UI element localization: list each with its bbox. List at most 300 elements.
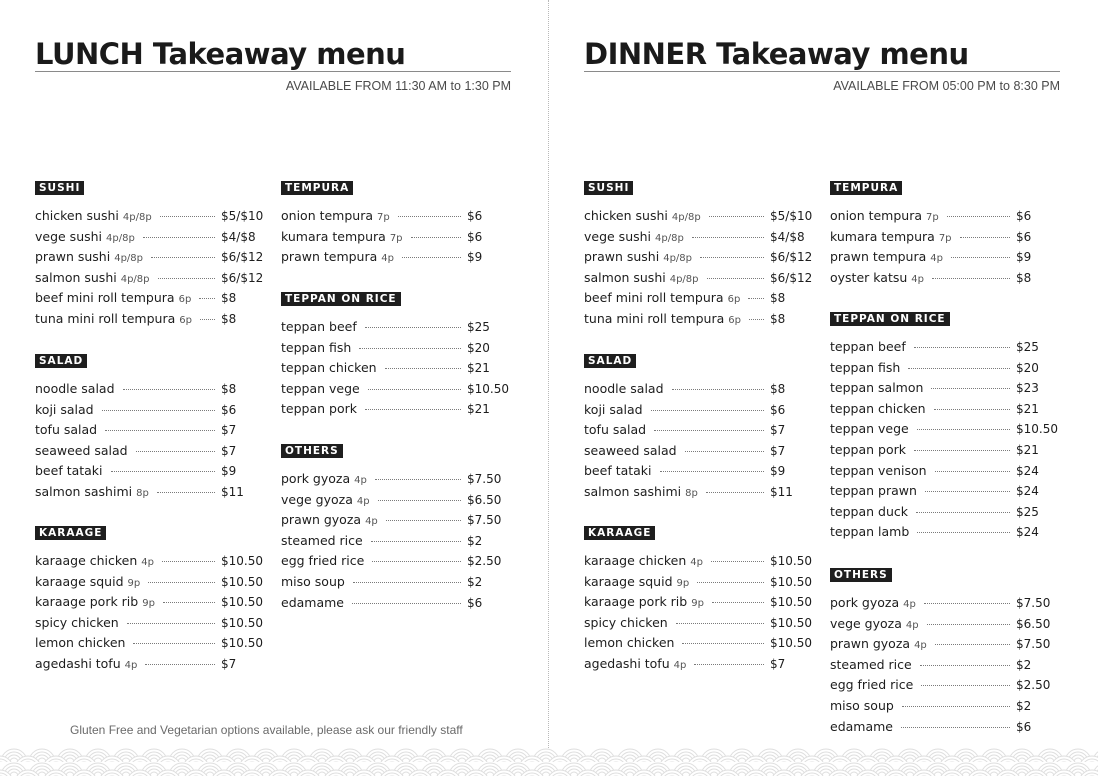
menu-item-row <box>584 443 814 464</box>
menu-item-pieces: 4p <box>365 516 378 528</box>
menu-item-name: koji salad <box>35 401 94 417</box>
menu-item-name: karaage chicken <box>584 553 687 568</box>
menu-item <box>830 524 909 539</box>
menu-item <box>830 380 923 395</box>
dot-leader <box>697 582 764 583</box>
menu-item <box>281 574 345 589</box>
menu-item-name: tofu salad <box>584 422 647 438</box>
dot-leader <box>368 389 461 390</box>
menu-item-price: $8 <box>770 382 786 396</box>
menu-item <box>281 208 390 223</box>
menu-item <box>35 656 137 671</box>
menu-section-tempura <box>830 176 1060 290</box>
dot-leader <box>136 451 215 452</box>
menu-item-pieces: 8p <box>136 487 149 499</box>
menu-item <box>35 594 155 609</box>
menu-item-name: teppan fish <box>830 359 901 375</box>
menu-item <box>35 574 140 589</box>
menu-item-pieces: 4p <box>354 475 367 486</box>
menu-item <box>584 249 692 264</box>
menu-item <box>584 290 740 305</box>
menu-item-row <box>35 463 265 484</box>
menu-item <box>830 483 917 498</box>
menu-item-name: beef tataki <box>35 463 103 479</box>
menu-item-name: koji salad <box>584 401 643 417</box>
menu-item-name: oyster katsu <box>830 269 908 285</box>
menu-item-row <box>281 471 511 492</box>
menu-item <box>584 574 689 589</box>
dot-leader <box>749 319 764 320</box>
menu-item-row <box>35 402 265 423</box>
dot-leader <box>111 471 215 472</box>
menu-item-price: $7.50 <box>467 513 502 528</box>
menu-item-name: tofu salad <box>35 422 98 438</box>
menu-item-price: $10.50 <box>770 554 812 568</box>
menu-item-name: teppan salmon <box>830 380 924 396</box>
menu-item-row <box>830 442 1060 463</box>
menu-item-price: $24 <box>1016 484 1039 499</box>
menu-section-tempura <box>281 176 511 270</box>
dot-leader <box>359 348 461 349</box>
menu-item-price: $7.50 <box>1016 596 1051 610</box>
menu-item-price: $8 <box>221 311 237 326</box>
menu-item-price: $9 <box>1016 250 1032 265</box>
menu-item-pieces: 6p <box>178 294 192 306</box>
hours-to: 1:30 PM <box>464 79 511 93</box>
menu-item <box>281 471 367 486</box>
dot-leader <box>927 624 1010 625</box>
menu-item <box>281 512 378 527</box>
dot-leader <box>158 278 215 279</box>
menu-item-price: $10.50 <box>1016 422 1058 437</box>
menu-item-row <box>830 483 1060 504</box>
menu-item-price: $11 <box>221 484 244 499</box>
menu-item-name: prawn tempura <box>830 249 927 265</box>
menu-item-price: $6 <box>770 402 786 417</box>
menu-item-pieces: 8p <box>685 487 698 499</box>
menu-item <box>281 340 351 355</box>
menu-item-row <box>584 270 814 291</box>
menu-item-pieces: 4p/8p <box>671 212 701 223</box>
menu-item-name: prawn gyoza <box>281 512 362 528</box>
menu-item-name: kumara tempura <box>830 228 935 244</box>
menu-item-price: $5/$10 <box>221 209 264 223</box>
menu-item-row <box>35 574 265 595</box>
menu-item-price: $10.50 <box>221 554 263 568</box>
menu-item-name: egg fried rice <box>281 553 365 569</box>
menu-item-row <box>584 594 814 615</box>
dot-leader <box>920 665 1010 666</box>
dot-leader <box>925 491 1010 492</box>
menu-item-row <box>830 380 1060 401</box>
menu-item-row <box>830 270 1060 291</box>
menu-section-salad <box>35 349 265 505</box>
menu-item-name: teppan duck <box>830 503 908 519</box>
dot-leader <box>386 520 461 521</box>
menu-item-row <box>830 208 1060 229</box>
menu-item-price: $2 <box>467 574 483 589</box>
section-heading: KARAAGE <box>584 526 655 540</box>
menu-section-karaage <box>584 521 814 677</box>
section-heading: OTHERS <box>830 568 892 582</box>
menu-item-price: $10.50 <box>770 574 812 589</box>
menu-item-row <box>281 574 511 595</box>
menu-item-price: $21 <box>1016 442 1039 457</box>
dot-leader <box>682 643 764 644</box>
dot-leader <box>932 278 1010 279</box>
menu-item-row <box>584 311 814 332</box>
menu-item-price: $6/$12 <box>770 270 813 285</box>
dot-leader <box>398 216 461 217</box>
menu-item-row <box>830 504 1060 525</box>
menu-item <box>35 229 135 244</box>
menu-item-name: beef tataki <box>584 463 652 479</box>
menu-item-name: karaage squid <box>35 573 124 589</box>
menu-item-row <box>281 208 511 229</box>
menu-item <box>584 311 741 326</box>
menu-item-price: $8 <box>770 291 786 306</box>
menu-item-name: lemon chicken <box>584 635 675 651</box>
menu-section-karaage <box>35 521 265 677</box>
dot-leader <box>375 479 461 480</box>
menu-item-price: $7 <box>770 656 786 671</box>
menu-item-name: teppan lamb <box>830 524 910 540</box>
dot-leader <box>145 664 215 665</box>
menu-item-price: $4/$8 <box>770 229 805 244</box>
menu-item-row <box>584 422 814 443</box>
menu-item <box>830 616 919 631</box>
menu-item-name: spicy chicken <box>584 614 668 630</box>
menu-item-row <box>35 484 265 505</box>
menu-item <box>830 595 916 610</box>
dot-leader <box>352 603 461 604</box>
menu-item <box>830 249 943 264</box>
dot-leader <box>707 278 764 279</box>
menu-item-name: teppan pork <box>281 401 357 417</box>
menu-item <box>281 595 344 610</box>
menu-item-name: tuna mini roll tempura <box>35 310 176 326</box>
hours-from: 05:00 PM <box>942 79 997 93</box>
menu-item <box>830 463 927 478</box>
dot-leader <box>365 409 461 410</box>
menu-item-price: $2.50 <box>467 554 502 569</box>
menu-item-price: $11 <box>770 484 793 499</box>
section-heading: TEPPAN ON RICE <box>830 312 950 326</box>
menu-item-price: $6 <box>1016 209 1032 223</box>
menu-item-row <box>584 208 814 229</box>
dot-leader <box>694 664 764 665</box>
dot-leader <box>672 389 764 390</box>
menu-item-pieces: 4p <box>911 273 924 285</box>
menu-item-name: prawn tempura <box>281 249 378 265</box>
menu-item <box>35 422 97 437</box>
menu-item-name: spicy chicken <box>35 614 119 630</box>
menu-item-pieces: 7p <box>926 212 939 223</box>
menu-item-row <box>35 615 265 636</box>
menu-item-name: teppan chicken <box>830 400 926 416</box>
menu-item-price: $25 <box>467 320 490 334</box>
menu-item-name: agedashi tofu <box>35 655 121 671</box>
menu-item <box>584 594 704 609</box>
menu-item-row <box>584 574 814 595</box>
menu-item-price: $6 <box>1016 229 1032 244</box>
menu-item-row <box>584 402 814 423</box>
dot-leader <box>902 706 1010 707</box>
menu-item-price: $21 <box>1016 401 1039 416</box>
menu-item-price: $10.50 <box>221 615 263 630</box>
dot-leader <box>924 603 1010 604</box>
menu-item <box>281 401 357 416</box>
menu-item-row <box>584 290 814 311</box>
menu-item-row <box>830 595 1060 616</box>
menu-item-row <box>281 319 511 340</box>
menu-item <box>830 339 906 354</box>
menu-item-price: $7 <box>221 423 237 438</box>
menu-item-name: lemon chicken <box>35 635 126 651</box>
dot-leader <box>411 237 461 238</box>
menu-item-row <box>35 208 265 229</box>
menu-item <box>35 484 149 499</box>
section-heading: OTHERS <box>281 444 343 458</box>
menu-item-row <box>830 524 1060 545</box>
menu-item-row <box>830 698 1060 719</box>
dot-leader <box>951 257 1010 258</box>
menu-item <box>35 270 150 285</box>
section-heading: SALAD <box>35 354 87 368</box>
menu-item-name: karaage chicken <box>35 553 138 568</box>
dot-leader <box>372 561 461 562</box>
menu-item-name: miso soup <box>281 573 345 589</box>
dot-leader <box>676 623 764 624</box>
menu-item-pieces: 7p <box>377 212 390 223</box>
dot-leader <box>123 389 215 390</box>
menu-item-name: chicken sushi <box>584 208 668 223</box>
menu-item-row <box>281 340 511 361</box>
menu-item-price: $6.50 <box>467 492 502 507</box>
menu-item <box>281 249 394 264</box>
menu-item-price: $7 <box>770 423 786 438</box>
menu-item <box>830 208 939 223</box>
menu-item-row <box>584 635 814 656</box>
title-divider <box>584 71 1060 72</box>
menu-item-row <box>35 594 265 615</box>
menu-item-name: vege sushi <box>35 228 103 244</box>
menu-item <box>35 635 125 650</box>
menu-item-pieces: 4p <box>356 495 370 507</box>
menu-item-pieces: 4p/8p <box>669 273 699 285</box>
menu-item-price: $6 <box>467 595 483 610</box>
menu-item-name: salmon sashimi <box>584 483 682 499</box>
menu-item-name: chicken sushi <box>35 208 119 223</box>
menu-item-row <box>281 595 511 616</box>
menu-item-pieces: 9p <box>676 577 690 589</box>
menu-item <box>35 311 192 326</box>
dot-leader <box>127 623 215 624</box>
menu-item-row <box>830 657 1060 678</box>
menu-item-name: steamed rice <box>830 656 912 672</box>
menu-item-pieces: 4p <box>381 253 394 265</box>
menu-item-row <box>830 339 1060 360</box>
menu-item <box>830 657 912 672</box>
menu-item-name: salmon sashimi <box>35 483 133 499</box>
menu-item-price: $24 <box>1016 525 1039 540</box>
menu-item-row <box>830 360 1060 381</box>
menu-item-row <box>830 401 1060 422</box>
menu-item-name: salmon sushi <box>584 269 666 285</box>
menu-item-price: $2.50 <box>1016 678 1051 693</box>
menu-item <box>35 615 119 630</box>
menu-item <box>35 290 191 305</box>
section-heading: TEPPAN ON RICE <box>281 292 401 306</box>
menu-item-pieces: 4p/8p <box>120 273 150 285</box>
dot-leader <box>917 429 1010 430</box>
menu-item-pieces: 4p <box>903 599 916 610</box>
menu-item-pieces: 7p <box>938 232 952 244</box>
menu-item-row <box>281 249 511 270</box>
section-heading: TEMPURA <box>281 181 353 195</box>
dot-leader <box>651 410 764 411</box>
menu-item <box>830 698 894 713</box>
dot-leader <box>916 512 1010 513</box>
availability-hours <box>35 79 511 93</box>
menu-item <box>830 270 924 285</box>
dot-leader <box>102 410 215 411</box>
menu-item-row <box>830 463 1060 484</box>
menu-item-price: $10.50 <box>467 381 509 396</box>
menu-item-pieces: 4p/8p <box>122 212 152 223</box>
menu-section-teppan-on-rice <box>830 307 1060 545</box>
menu-item-name: seaweed salad <box>584 442 677 458</box>
menu-item-row <box>35 381 265 402</box>
menu-item-price: $2 <box>467 533 483 548</box>
menu-item-name: onion tempura <box>281 208 374 223</box>
menu-item-name: teppan fish <box>281 339 352 355</box>
menu-item-row <box>281 553 511 574</box>
menu-item-name: salmon sushi <box>35 269 117 285</box>
menu-item-price: $7 <box>221 443 237 458</box>
menu-item <box>281 553 364 568</box>
menu-item-price: $25 <box>1016 504 1039 519</box>
menu-item-name: steamed rice <box>281 532 363 548</box>
menu-item-row <box>35 635 265 656</box>
hours-to-word: to <box>450 79 461 93</box>
menu-item-price: $4/$8 <box>221 229 256 244</box>
menu-item <box>584 463 652 478</box>
dot-leader <box>353 582 461 583</box>
wave-pattern-decoration <box>0 748 1098 776</box>
menu-item <box>830 421 909 436</box>
menu-item-name: teppan prawn <box>830 483 917 499</box>
menu-item-row <box>281 512 511 533</box>
menu-item-price: $6 <box>467 229 483 244</box>
menu-item <box>584 270 699 285</box>
dot-leader <box>148 582 215 583</box>
menu-item-name: teppan pork <box>830 441 906 457</box>
menu-item-price: $23 <box>1016 381 1039 396</box>
title-divider <box>35 71 511 72</box>
menu-item <box>584 229 684 244</box>
menu-item-name: prawn gyoza <box>830 636 911 652</box>
menu-item-row <box>281 401 511 422</box>
dot-leader <box>712 602 764 603</box>
menu-section-salad <box>584 349 814 505</box>
menu-item-price: $24 <box>1016 463 1039 478</box>
dot-leader <box>685 451 764 452</box>
menu-item-row <box>830 249 1060 270</box>
menu-item <box>281 492 370 507</box>
dot-leader <box>711 561 764 562</box>
menu-item-pieces: 4p <box>690 557 704 568</box>
menu-item-pieces: 4p/8p <box>663 253 692 265</box>
menu-item-row <box>281 533 511 554</box>
menu-item-price: $10.50 <box>221 595 263 610</box>
section-heading: KARAAGE <box>35 526 106 540</box>
menu-item-price: $10.50 <box>770 636 812 651</box>
dot-leader <box>133 643 215 644</box>
dot-leader <box>914 347 1010 348</box>
menu-item-row <box>830 229 1060 250</box>
menu-item-name: onion tempura <box>830 208 923 223</box>
menu-item-name: beef mini roll tempura <box>35 290 175 306</box>
menu-item-name: edamame <box>281 594 344 610</box>
menu-item-name: teppan beef <box>830 339 906 354</box>
dinner-menu-page <box>549 0 1098 776</box>
dot-leader <box>163 602 215 603</box>
dot-leader <box>692 237 764 238</box>
dot-leader <box>908 368 1010 369</box>
menu-item-pieces: 9p <box>142 598 155 610</box>
menu-item-price: $8 <box>770 311 786 326</box>
menu-item-name: miso soup <box>830 697 894 713</box>
menu-item-row <box>35 656 265 677</box>
menu-item <box>584 422 646 437</box>
dietary-footnote: Gluten Free and Vegetarian options available, please ask our friendly staff <box>70 723 463 737</box>
menu-item-row <box>281 360 511 381</box>
section-heading: TEMPURA <box>830 181 902 195</box>
dot-leader <box>143 237 215 238</box>
menu-item-row <box>584 656 814 677</box>
menu-item <box>35 443 128 458</box>
hours-to: 8:30 PM <box>1013 79 1060 93</box>
menu-item <box>35 553 154 568</box>
menu-item-row <box>281 381 511 402</box>
menu-item <box>830 677 913 692</box>
page-title: LUNCH Takeaway menu <box>35 37 406 71</box>
menu-section-others <box>281 439 511 615</box>
menu-item-name: karaage pork rib <box>35 594 139 610</box>
menu-section-sushi <box>584 176 814 332</box>
menu-item-name: teppan vege <box>830 421 909 437</box>
menu-item-name: noodle salad <box>584 381 664 396</box>
menu-item-price: $20 <box>467 340 490 355</box>
menu-item-price: $7 <box>221 656 237 671</box>
menu-item-pieces: 4p <box>673 659 687 671</box>
menu-item-row <box>584 249 814 270</box>
menu-item <box>281 360 377 375</box>
page-title: DINNER Takeaway menu <box>584 37 969 71</box>
dot-leader <box>365 327 461 328</box>
dot-leader <box>402 257 461 258</box>
menu-item-pieces: 4p <box>914 640 927 652</box>
menu-item <box>584 208 701 223</box>
menu-item-pieces: 9p <box>691 598 704 610</box>
menu-item-pieces: 4p <box>124 659 138 671</box>
menu-item-pieces: 4p/8p <box>114 253 143 265</box>
menu-item-pieces: 4p <box>930 253 943 265</box>
menu-item-price: $8 <box>1016 270 1032 285</box>
dot-leader <box>700 257 764 258</box>
menu-item <box>35 208 152 223</box>
